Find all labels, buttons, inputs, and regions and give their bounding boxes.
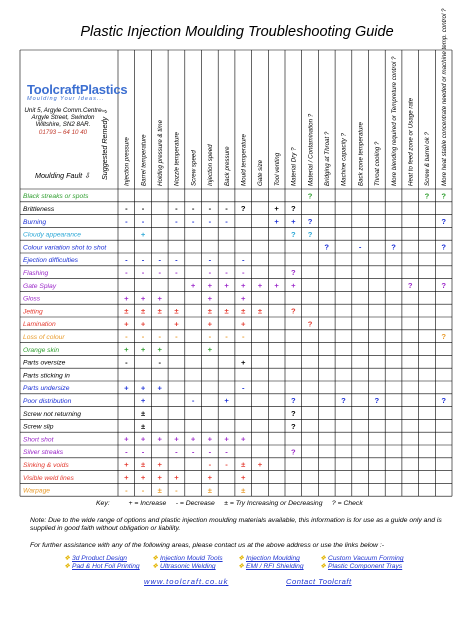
remedy-cell: + <box>157 383 162 393</box>
remedy-header: Back zone temperature <box>357 122 365 186</box>
remedy-cell: ? <box>441 217 446 226</box>
remedy-cell: + <box>157 293 162 303</box>
fault-label: Silver streaks <box>23 449 64 457</box>
remedy-cell: ? <box>291 396 296 406</box>
remedy-cell: ? <box>291 409 296 418</box>
remedy-cell: - <box>241 255 245 265</box>
remedy-cell: + <box>207 293 213 303</box>
remedy-cell: ? <box>291 229 296 239</box>
fault-label: Gloss <box>23 295 41 303</box>
remedy-cell: ? <box>341 396 346 406</box>
link-emi-rfi-shielding[interactable]: EMI / RFI Shielding <box>246 563 304 571</box>
remedy-header: Gate size <box>257 159 265 186</box>
remedy-cell: + <box>274 217 279 226</box>
bullet-icon: ❖ <box>152 563 158 571</box>
address-line: Argyle Street, Swindon <box>31 114 95 122</box>
bullet-icon: ❖ <box>238 555 244 562</box>
bullet-icon: ❖ <box>320 555 326 562</box>
remedy-cell: + <box>207 345 213 354</box>
remedy-header: Barrel temperature <box>140 134 148 186</box>
remedy-cell: - <box>175 217 178 226</box>
remedy-cell: + <box>140 293 146 303</box>
remedy-cell: + <box>140 396 146 406</box>
toolcraft-logo <box>27 82 127 102</box>
remedy-cell: - <box>225 332 228 342</box>
bullet-icon: ❖ <box>320 563 326 571</box>
remedy-header: Back pressure <box>223 146 231 186</box>
remedy-cell: - <box>125 204 128 214</box>
remedy-cell: ± <box>257 306 263 316</box>
remedy-cell: - <box>208 217 212 226</box>
remedy-cell: ± <box>157 485 162 495</box>
remedy-cell: + <box>257 281 263 290</box>
remedy-cell: + <box>291 217 296 226</box>
fault-label: Parts sticking in <box>23 372 70 380</box>
remedy-cell: - <box>208 447 212 457</box>
fault-label: Short shot <box>23 436 54 444</box>
fault-label: Visible weld lines <box>23 474 74 482</box>
remedy-header: Screw speed <box>190 150 198 186</box>
remedy-cell: ± <box>241 460 246 470</box>
link-pad-hot-foil-printing[interactable]: Pad & Hot Foil Printing <box>72 563 140 571</box>
remedy-cell: - <box>141 485 145 495</box>
remedy-cell: + <box>241 281 246 290</box>
remedy-cell: ± <box>140 421 146 431</box>
link-injection-mould-tools[interactable]: Injection Mould Tools <box>160 555 223 562</box>
remedy-cell: + <box>241 293 246 303</box>
remedy-cell: + <box>190 281 196 290</box>
remedy-cell: - <box>225 460 228 470</box>
remedy-header: Nozzle temperature <box>173 132 181 186</box>
remedy-header: Tool venting <box>273 152 281 186</box>
website-link[interactable]: www.toolcraft.co.uk <box>144 577 229 586</box>
remedy-header: Mould temperature <box>240 134 248 186</box>
remedy-cell: - <box>175 447 178 457</box>
remedy-cell: ? <box>291 268 296 278</box>
remedy-cell: - <box>158 357 162 367</box>
bullet-icon: ❖ <box>238 563 244 571</box>
fault-label: Gate Splay <box>23 282 57 290</box>
remedy-cell: ± <box>207 485 212 495</box>
remedy-cell: ? <box>291 306 296 316</box>
remedy-cell: - <box>175 332 178 342</box>
phone-number: 01793 – 64 10 40 <box>38 128 88 136</box>
remedy-cell: + <box>207 473 213 482</box>
remedy-header: Material Dry ? <box>290 147 298 186</box>
remedy-header: Bridging at Throat ? <box>323 131 331 186</box>
remedy-cell: ? <box>291 204 296 214</box>
remedy-cell: ? <box>441 332 446 342</box>
fault-label: Screw not returning <box>23 410 81 418</box>
remedy-cell: ± <box>140 460 146 470</box>
remedy-cell: ? <box>307 229 313 239</box>
remedy-cell: ± <box>174 306 179 316</box>
remedy-cell: - <box>141 447 145 457</box>
remedy-cell: - <box>175 255 178 265</box>
logo-tagline: Moulding Your Ideas... <box>27 96 105 102</box>
remedy-cell: - <box>125 255 128 265</box>
remedy-cell: - <box>175 268 178 278</box>
fault-label: Sinking & voids <box>23 462 69 469</box>
fault-label: Brittleness <box>23 206 55 213</box>
remedy-cell: - <box>225 204 228 214</box>
remedy-cell: ? <box>391 242 396 252</box>
remedy-cell: ? <box>307 319 313 329</box>
company-address <box>24 107 102 136</box>
remedy-cell: ± <box>241 306 246 316</box>
remedy-cell: - <box>125 447 128 457</box>
fault-label: Flashing <box>23 270 49 277</box>
fault-label: Orange skin <box>23 346 60 354</box>
remedy-cell: ± <box>207 306 212 316</box>
fault-label: Loss of colour <box>23 334 65 341</box>
remedy-cell: - <box>191 217 195 226</box>
legend-key: Key: + = Increase - = Decrease ± = Try Increasing or Decreasing ? = Check <box>96 500 363 507</box>
remedy-cell: + <box>174 473 179 482</box>
fault-label: Parts undersize <box>23 385 70 393</box>
remedy-header: Holding pressure & time <box>156 119 164 186</box>
remedy-cell: ? <box>441 281 446 290</box>
logo-name: ToolcraftPlastics <box>27 82 128 97</box>
contact-link[interactable]: Contact Toolcraft <box>286 577 352 586</box>
remedy-cell: + <box>224 434 229 444</box>
fault-label: Parts oversize <box>23 359 66 367</box>
remedy-cell: - <box>208 460 212 470</box>
remedy-cell: ? <box>407 281 413 290</box>
remedy-cell: - <box>158 255 162 265</box>
fault-label: Burning <box>23 218 47 226</box>
remedy-cell: ± <box>157 306 162 316</box>
remedy-cell: ± <box>224 306 229 316</box>
remedy-cell: + <box>124 383 129 393</box>
remedy-cell: - <box>158 268 162 278</box>
remedy-cell: - <box>125 217 128 226</box>
remedy-cell: + <box>274 204 279 214</box>
remedy-cell: ± <box>124 306 129 316</box>
remedy-cell: + <box>274 281 279 290</box>
address-line: Unit 5, Argyle Comm.Centre <box>24 107 102 114</box>
remedy-cell: + <box>207 319 213 329</box>
remedy-cell: - <box>225 447 228 457</box>
remedy-cell: - <box>175 204 178 214</box>
suggested-remedy-label: Suggested Remedy ⇩ <box>100 108 109 180</box>
remedy-cell: - <box>125 332 128 342</box>
remedy-cell: ? <box>441 396 446 406</box>
remedy-cell: - <box>141 255 145 265</box>
remedy-cell: + <box>174 319 179 329</box>
remedy-cell: + <box>157 473 162 482</box>
remedy-cell: + <box>224 396 229 406</box>
link-custom-vacuum-forming[interactable]: Custom Vacuum Forming <box>328 555 404 562</box>
page-title: Plastic Injection Moulding Troubleshooting Guide <box>80 24 394 40</box>
remedy-cell: + <box>124 473 129 482</box>
remedy-cell: + <box>190 434 196 444</box>
fault-label: Black streaks or spots <box>23 193 89 201</box>
remedy-cell: + <box>124 293 129 303</box>
fault-label: Poor distribution <box>23 398 72 405</box>
remedy-cell: - <box>225 217 228 226</box>
remedy-cell: + <box>157 460 162 470</box>
link-ultrasonic-welding[interactable]: Ultrasonic Welding <box>160 563 216 571</box>
remedy-cell: - <box>141 217 145 226</box>
fault-label: Warpage <box>23 487 51 495</box>
remedy-cell: ? <box>374 396 380 406</box>
remedy-cell: - <box>208 204 212 214</box>
remedy-header: Injection pressure <box>123 137 131 186</box>
remedy-cell: - <box>158 332 162 342</box>
remedy-cell: ? <box>240 204 246 214</box>
disclaimer-note: Note: Due to the wide range of options and plastic injection moulding materials available, this information is for use as a guide only and is supplied in good faith without obligation or liability. <box>30 517 442 533</box>
bullet-icon: ❖ <box>64 555 70 562</box>
fault-label: Lamination <box>23 321 56 329</box>
remedy-cell: - <box>125 268 128 278</box>
remedy-header: Material / Contamination ? <box>307 113 315 186</box>
remedy-cell: + <box>257 460 263 470</box>
remedy-cell: + <box>241 357 246 367</box>
remedy-cell: + <box>140 383 146 393</box>
remedy-cell: - <box>125 357 128 367</box>
remedy-cell: ? <box>424 191 430 201</box>
address-line: Wiltshire, SN2 8AR. <box>35 121 91 129</box>
further-assistance-text: For further assistance with any of the following areas, please contact us at the above address or use the links below :- <box>30 542 385 549</box>
fault-label: Jetting <box>23 308 43 316</box>
bullet-icon: ❖ <box>152 555 158 562</box>
remedy-cell: - <box>141 332 145 342</box>
remedy-cell: ? <box>441 191 446 201</box>
remedy-header: Screw & barrel ok ? <box>424 132 432 186</box>
remedy-cell: + <box>207 281 213 290</box>
remedy-cell: - <box>241 268 245 278</box>
link-injection-moulding[interactable]: Injection Moulding <box>246 555 300 562</box>
remedy-header: Heat to feed zone or Usage rate <box>407 97 415 186</box>
remedy-cell: + <box>140 229 146 239</box>
remedy-cell: + <box>291 281 296 290</box>
remedy-cell: + <box>241 319 246 329</box>
remedy-cell: - <box>208 255 212 265</box>
remedy-cell: + <box>140 345 146 354</box>
remedy-cell: + <box>174 434 179 444</box>
remedy-cell: + <box>207 434 213 444</box>
remedy-cell: - <box>175 485 178 495</box>
remedy-cell: ± <box>140 306 146 316</box>
remedy-cell: - <box>141 268 145 278</box>
remedy-cell: + <box>241 473 246 482</box>
remedy-cell: - <box>191 396 195 406</box>
remedy-cell: + <box>140 319 146 329</box>
remedy-cell: - <box>225 268 228 278</box>
remedy-cell: + <box>157 345 162 354</box>
remedy-cell: - <box>125 485 128 495</box>
remedy-cell: + <box>140 434 146 444</box>
remedy-cell: ? <box>291 421 296 431</box>
remedy-cell: + <box>157 434 162 444</box>
remedy-cell: - <box>358 242 362 252</box>
remedy-cell: ? <box>307 191 313 201</box>
remedy-header: More heat stable concentrate needed or machine temp. control ? <box>440 8 448 186</box>
remedy-cell: ? <box>324 242 330 252</box>
remedy-cell: - <box>141 204 145 214</box>
remedy-cell: ? <box>441 242 446 252</box>
remedy-cell: - <box>208 268 212 278</box>
remedy-cell: + <box>140 473 146 482</box>
remedy-cell: ? <box>291 447 296 457</box>
remedy-cell: ± <box>241 485 246 495</box>
remedy-cell: - <box>208 332 212 342</box>
fault-label: Cloudy appearance <box>23 231 81 239</box>
remedy-cell: + <box>224 281 229 290</box>
fault-label: Colour variation shot to shot <box>23 244 107 252</box>
remedy-header: Throat cooling ? <box>374 141 382 186</box>
moulding-fault-label: Moulding Fault ⇩ <box>35 171 91 180</box>
remedy-cell: + <box>124 319 129 329</box>
remedy-cell: - <box>191 204 195 214</box>
remedy-cell: ? <box>307 217 313 226</box>
remedy-cell: + <box>124 345 129 354</box>
fault-label: Screw slip <box>23 423 54 431</box>
remedy-header: More blending required or Tempreture control ? <box>390 56 398 186</box>
remedy-cell: - <box>241 332 245 342</box>
fault-label: Ejection difficulties <box>23 257 79 265</box>
link-plastic-component-trays[interactable]: Plastic Component Trays <box>328 563 403 571</box>
remedy-cell: + <box>241 434 246 444</box>
remedy-header: Machine capacity ? <box>340 133 348 186</box>
remedy-cell: + <box>124 460 129 470</box>
remedy-cell: + <box>124 434 129 444</box>
remedy-cell: - <box>241 383 245 393</box>
bullet-icon: ❖ <box>64 563 70 571</box>
remedy-cell: - <box>191 447 195 457</box>
remedy-cell: ± <box>140 409 146 418</box>
link-3d-product-design[interactable]: 3d Product Design <box>72 555 128 562</box>
remedy-header: Injection speed <box>207 144 215 186</box>
